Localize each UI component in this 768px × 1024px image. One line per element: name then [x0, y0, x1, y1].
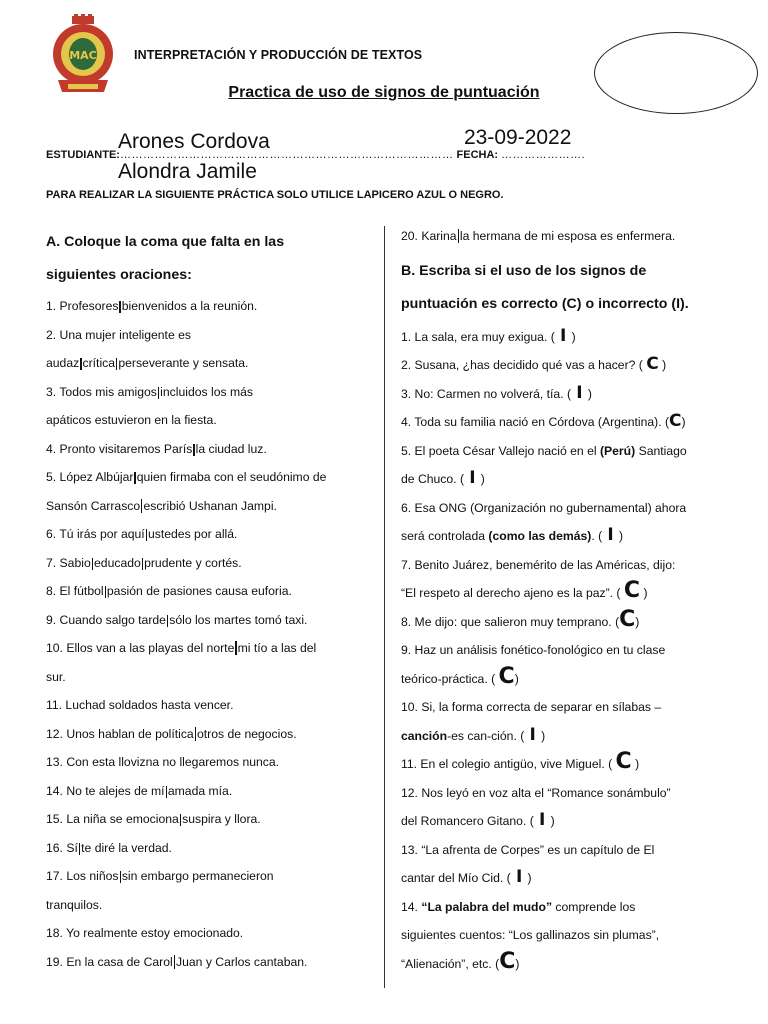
comma-mark — [195, 727, 196, 741]
course-title: INTERPRETACIÓN Y PRODUCCIÓN DE TEXTOS — [134, 48, 423, 62]
list-item: 8. El fútbol pasión de pasiones causa euforia. — [46, 584, 292, 598]
handwritten-name-line2: Alondra Jamile — [118, 160, 257, 183]
comma-mark — [235, 641, 236, 655]
answer-mark: C — [498, 663, 515, 689]
student-dots: …………………………………………………………………………… — [119, 149, 454, 161]
list-item: 4. Toda su familia nació en Córdova (Argentina). (C) — [401, 411, 686, 431]
comma-mark — [193, 444, 194, 456]
list-item: “El respeto al derecho ajeno es la paz”. ( C ) — [401, 578, 648, 603]
list-item: 14. “La palabra del mudo” comprende los — [401, 899, 636, 914]
list-item: 13. Con esta llovizna no llegaremos nunca. — [46, 755, 280, 769]
date-label: FECHA: — [456, 149, 499, 161]
section-b-heading-2: puntuación es correcto (C) o incorrecto (I). — [401, 295, 689, 312]
answer-mark: C — [499, 948, 516, 974]
list-item: de Chuco. ( I ) — [401, 468, 485, 488]
list-item: 20. Karina la hermana de mi esposa es enfermera. — [401, 229, 676, 243]
list-item: 12. Unos hablan de política otros de negocios. — [46, 726, 297, 741]
list-item: 15. La niña se emociona suspira y llora. — [46, 812, 261, 826]
answer-mark: I — [515, 867, 523, 887]
list-item: cantar del Mío Cid. ( I ) — [401, 867, 532, 887]
list-item: 14. No te alejes de mí amada mía. — [46, 783, 233, 798]
list-item: del Romancero Gitano. ( I ) — [401, 810, 555, 830]
section-b — [401, 222, 731, 978]
list-item: 8. Me dijo: que salieron muy temprano. (C) — [401, 606, 640, 632]
list-item: 5. El poeta César Vallejo nació en el (Perú) Santiago — [401, 443, 687, 458]
list-item: apáticos estuvieron en la fiesta. — [46, 413, 217, 427]
list-item: “Alienación”, etc. (C) — [401, 948, 520, 974]
list-item: será controlada (como las demás). ( I ) — [401, 525, 624, 545]
comma-mark — [158, 387, 159, 399]
list-item: 19. En la casa de Carol Juan y Carlos cantaban. — [46, 954, 308, 969]
answer-mark: C — [619, 606, 636, 632]
instruction-text: PARA REALIZAR LA SIGUIENTE PRÁCTICA SOLO UTILICE LAPICERO AZUL O NEGRO. — [46, 189, 504, 201]
comma-mark — [80, 358, 81, 370]
list-item: 13. “La afrenta de Corpes” es un capítulo de El — [401, 842, 655, 857]
comma-mark — [105, 586, 106, 598]
list-item: 3. Todos mis amigos incluidos los más — [46, 384, 253, 399]
comma-mark — [134, 472, 135, 484]
list-item: 10. Si, la forma correcta de separar en sílabas – — [401, 700, 662, 714]
date-dots: …………………. — [501, 149, 586, 161]
list-item: 18. Yo realmente estoy emocionado. — [46, 926, 244, 940]
answer-mark: C — [623, 578, 641, 603]
list-item: 7. Sabio educado prudente y cortés. — [46, 555, 242, 570]
list-item: audaz crítica perseverante y sensata. — [46, 356, 249, 370]
list-item: 17. Los niños sin embargo permanecieron — [46, 869, 274, 883]
list-item: siguientes cuentos: “Los gallinazos sin plumas”, — [401, 928, 660, 942]
answer-mark: I — [529, 724, 536, 745]
list-item: canción-es can-ción. ( I ) — [401, 724, 546, 745]
list-item: 2. Susana, ¿has decidido qué vas a hacer? ( C ) — [401, 354, 667, 374]
answer-mark: C — [615, 749, 632, 774]
handwritten-name-line1: Arones Cordova — [118, 130, 270, 153]
svg-text:MAC: MAC — [69, 49, 97, 62]
section-a-heading-2: siguientes oraciones: — [46, 267, 192, 283]
answer-mark: C — [669, 411, 682, 431]
list-item: 11. En el colegio antigüo, vive Miguel. ( C ) — [401, 749, 640, 774]
page-title: Practica de uso de signos de puntuación — [228, 84, 540, 101]
answer-mark: I — [469, 468, 476, 488]
list-item: 16. Sí te diré la verdad. — [46, 840, 172, 855]
list-item: 5. López Albújar quien firmaba con el seudónimo de — [46, 470, 327, 484]
list-item: 6. Esa ONG (Organización no gubernamental) ahora — [401, 500, 687, 515]
list-item: 2. Una mujer inteligente es — [46, 327, 191, 342]
list-item: 6. Tú irás por aquí ustedes por allá. — [46, 527, 238, 541]
answer-mark: C — [646, 354, 659, 374]
answer-mark: I — [607, 525, 614, 545]
list-item: 12. Nos leyó en voz alta el “Romance sonámbulo” — [401, 785, 671, 800]
comma-mark — [79, 843, 80, 855]
answer-mark: I — [539, 810, 546, 830]
list-item: 3. No: Carmen no volverá, tía. ( I ) — [401, 382, 592, 403]
handwritten-date: 23-09-2022 — [464, 126, 572, 149]
list-item: 7. Benito Juárez, benemérito de las Américas, dijo: — [401, 557, 676, 572]
section-a-heading-1: A. Coloque la coma que falta en las — [46, 234, 285, 250]
list-item: sur. — [46, 669, 66, 684]
list-item: 9. Cuando salgo tarde sólo los martes tomó taxi. — [46, 612, 308, 627]
section-a — [46, 226, 368, 976]
student-label: ESTUDIANTE: — [46, 149, 120, 161]
column-divider — [384, 226, 385, 988]
list-item: 9. Haz un análisis fonético-fonológico en tu clase — [401, 643, 666, 657]
list-item: Sansón Carrasco escribió Ushanan Jampi. — [46, 498, 277, 513]
comma-mark — [458, 229, 459, 243]
answer-mark: I — [560, 325, 567, 346]
list-item: 1. Profesores bienvenidos a la reunión. — [46, 299, 258, 313]
comma-mark — [146, 529, 147, 541]
answer-mark: I — [576, 382, 583, 403]
comma-mark — [142, 558, 143, 570]
section-b-heading-1: B. Escriba si el uso de los signos de — [401, 262, 647, 279]
comma-mark — [180, 814, 181, 826]
comma-mark — [92, 558, 93, 570]
list-item: 11. Luchad soldados hasta vencer. — [46, 698, 234, 712]
comma-mark — [119, 301, 120, 313]
comma-mark — [120, 871, 121, 883]
comma-mark — [174, 955, 175, 969]
list-item: 1. La sala, era muy exigua. ( I ) — [401, 325, 576, 346]
comma-mark — [166, 786, 167, 798]
list-item: tranquilos. — [46, 897, 103, 912]
list-item: teórico-práctica. ( C) — [401, 663, 519, 689]
list-item: 4. Pronto visitaremos París la ciudad luz. — [46, 441, 267, 456]
list-item: 10. Ellos van a las playas del norte mi tío a las del — [46, 641, 317, 655]
